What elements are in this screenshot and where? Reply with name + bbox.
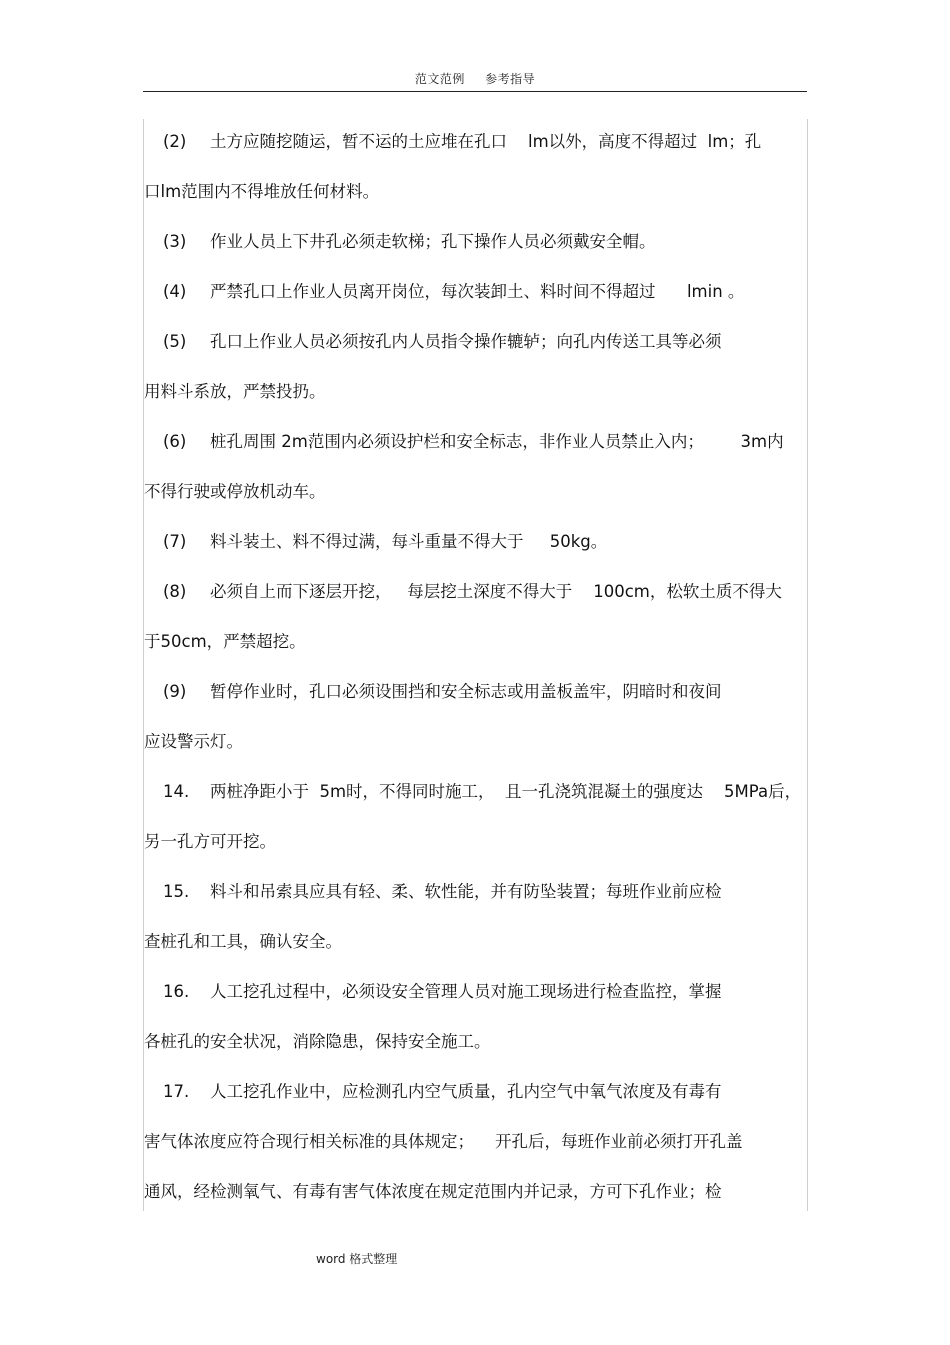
- item-number: 15.: [163, 882, 190, 901]
- line-text: 料斗和吊索具应具有轻、柔、软性能，并有防坠装置；每班作业前应检: [210, 882, 722, 901]
- paragraph-continuation-line: [144, 932, 342, 952]
- paragraph-continuation-line: [144, 1132, 742, 1152]
- item-number: (6): [163, 432, 187, 451]
- header-divider: [143, 91, 807, 92]
- paragraph-first-line: [163, 782, 801, 802]
- line-text: 另一孔方可开挖。: [144, 832, 276, 851]
- paragraph-first-line: [163, 882, 722, 902]
- paragraph-continuation-line: [144, 632, 306, 652]
- paragraph-first-line: [163, 232, 656, 252]
- paragraph-first-line: [163, 432, 784, 452]
- paragraph-first-line: [163, 1082, 722, 1102]
- line-text: 作业人员上下井孔必须走软梯；孔下操作人员必须戴安全帽。: [210, 232, 656, 251]
- item-number: (2): [163, 132, 187, 151]
- line-text: 查桩孔和工具，确认安全。: [144, 932, 342, 951]
- paragraph-first-line: [163, 132, 761, 152]
- item-number: (7): [163, 532, 187, 551]
- line-text: 桩孔周围 2m范围内必须设护栏和安全标志，非作业人员禁止入内； 3m内: [210, 432, 784, 451]
- line-text: 于50cm，严禁超挖。: [144, 632, 306, 651]
- page-footer: word 格式整理: [316, 1252, 398, 1266]
- line-text: 两桩净距小于 5m时，不得同时施工， 且一孔浇筑混凝土的强度达 5MPa后，: [210, 782, 802, 801]
- paragraph-first-line: [163, 982, 722, 1002]
- line-text: 严禁孔口上作业人员离开岗位，每次装卸土、料时间不得超过 lmin 。: [210, 282, 745, 301]
- line-text: 孔口上作业人员必须按孔内人员指令操作辘轳；向孔内传送工具等必须: [210, 332, 722, 351]
- line-text: 不得行驶或停放机动车。: [144, 482, 326, 501]
- item-number: (4): [163, 282, 187, 301]
- paragraph-first-line: [163, 332, 722, 352]
- item-number: (5): [163, 332, 187, 351]
- paragraph-continuation-line: [144, 482, 326, 502]
- line-text: 用料斗系放，严禁投扔。: [144, 382, 326, 401]
- line-text: 料斗装土、料不得过满，每斗重量不得大于 50kg。: [210, 532, 608, 551]
- line-text: 暂停作业时，孔口必须设围挡和安全标志或用盖板盖牢，阴暗时和夜间: [210, 682, 722, 701]
- line-text: 人工挖孔过程中，必须设安全管理人员对施工现场进行检查监控，掌握: [210, 982, 722, 1001]
- header-left-text: 范文范例: [414, 72, 465, 86]
- paragraph-first-line: [163, 282, 744, 302]
- line-text: 通风，经检测氧气、有毒有害气体浓度在规定范围内并记录，方可下孔作业；检: [144, 1182, 722, 1201]
- paragraph-continuation-line: [144, 1032, 491, 1052]
- header-right-text: 参考指导: [485, 72, 536, 86]
- line-text: 各桩孔的安全状况，消除隐患，保持安全施工。: [144, 1032, 491, 1051]
- paragraph-continuation-line: [144, 382, 326, 402]
- paragraph-first-line: [163, 532, 607, 552]
- item-number: 14.: [163, 782, 190, 801]
- line-text: 土方应随挖随运，暂不运的土应堆在孔口 lm以外，高度不得超过 lm；孔: [210, 132, 762, 151]
- line-text: 害气体浓度应符合现行相关标准的具体规定； 开孔后，每班作业前必须打开孔盖: [144, 1132, 743, 1151]
- line-text: 人工挖孔作业中，应检测孔内空气质量，孔内空气中氧气浓度及有毒有: [210, 1082, 722, 1101]
- paragraph-continuation-line: [144, 182, 379, 202]
- item-number: (9): [163, 682, 187, 701]
- paragraph-continuation-line: [144, 732, 243, 752]
- line-text: 应设警示灯。: [144, 732, 243, 751]
- line-text: 口lm范围内不得堆放任何材料。: [144, 182, 380, 201]
- paragraph-continuation-line: [144, 832, 276, 852]
- item-number: 17.: [163, 1082, 190, 1101]
- item-number: 16.: [163, 982, 190, 1001]
- line-text: 必须自上而下逐层开挖， 每层挖土深度不得大于 100cm，松软土质不得大: [210, 582, 782, 601]
- item-number: (8): [163, 582, 187, 601]
- item-number: (3): [163, 232, 187, 251]
- paragraph-continuation-line: [144, 1182, 722, 1202]
- paragraph-first-line: [163, 582, 782, 602]
- paragraph-first-line: [163, 682, 722, 702]
- page-header: [0, 70, 950, 87]
